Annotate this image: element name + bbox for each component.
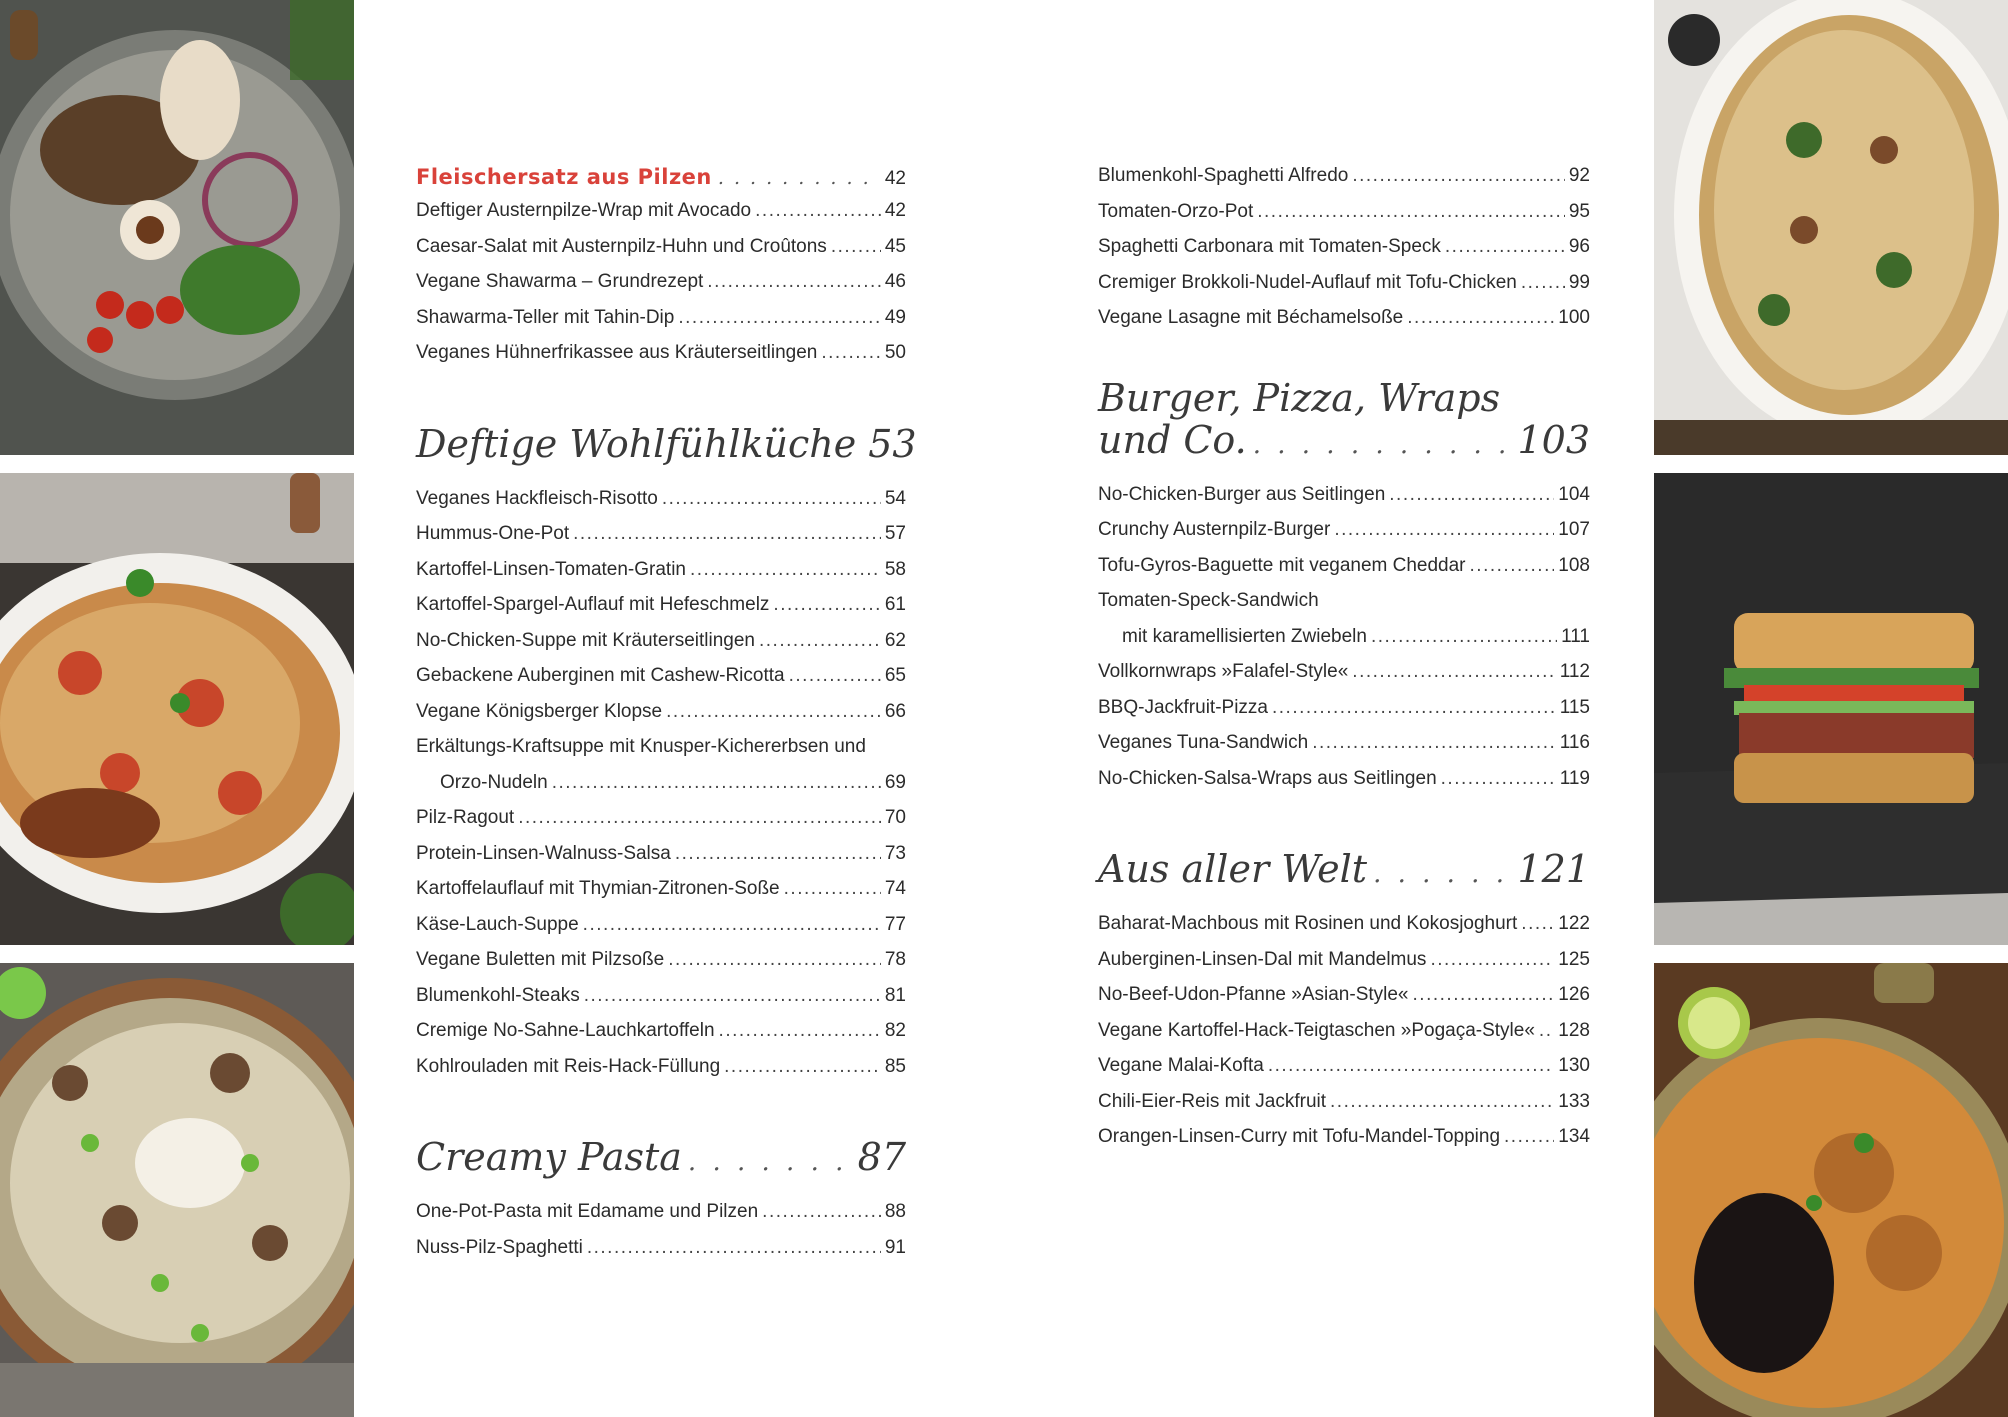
section-entries-fleischersatz xyxy=(416,200,906,378)
section-page-number: 42 xyxy=(884,168,906,189)
toc-entry[interactable]: Nuss-Pilz-Spaghetti ..... 91 xyxy=(416,1237,906,1273)
toc-entry[interactable]: Vegane Lasagne mit Béchamelsoße ..... 100 xyxy=(1098,307,1590,343)
toc-entry[interactable]: Vegane Buletten mit Pilzsoße ..... 78 xyxy=(416,949,906,985)
section-title-text: Creamy Pasta xyxy=(416,1135,682,1179)
toc-entry[interactable]: Vegane Malai-Kofta ..... 130 xyxy=(1098,1055,1590,1091)
photo-broccoli-casserole xyxy=(1654,0,2008,455)
toc-entry[interactable]: Cremige No-Sahne-Lauchkartoffeln ..... 82 xyxy=(416,1020,906,1056)
toc-entry[interactable]: No-Chicken-Salsa-Wraps aus Seitlingen ..... 119 xyxy=(1098,768,1590,804)
photo-curry xyxy=(1654,963,2008,1417)
toc-entry[interactable]: Veganes Hühnerfrikassee aus Kräuterseitlingen ..... 50 xyxy=(416,342,906,378)
toc-entry[interactable]: BBQ-Jackfruit-Pizza ..... 115 xyxy=(1098,697,1590,733)
toc-entry[interactable]: Hummus-One-Pot ..... 57 xyxy=(416,523,906,559)
section-title-text: Aus aller Welt xyxy=(1098,847,1368,891)
section-entries-burger-pizza-wraps xyxy=(1098,484,1590,804)
photo-mushroom-pasta xyxy=(0,963,354,1417)
toc-entry[interactable]: Kartoffel-Spargel-Auflauf mit Hefeschmelz ..... 61 xyxy=(416,594,906,630)
section-title-fleischersatz[interactable] xyxy=(416,165,906,200)
toc-entry[interactable]: Veganes Hackfleisch-Risotto ..... 54 xyxy=(416,488,906,524)
toc-entry[interactable]: Baharat-Machbous mit Rosinen und Kokosjoghurt ..... 122 xyxy=(1098,913,1590,949)
toc-entry[interactable]: mit karamellisierten Zwiebeln ..... 111 xyxy=(1098,626,1590,662)
toc-entry[interactable]: Gebackene Auberginen mit Cashew-Ricotta ..... 65 xyxy=(416,665,906,701)
toc-entry[interactable]: No-Beef-Udon-Pfanne »Asian-Style« ..... 126 xyxy=(1098,984,1590,1020)
toc-entry[interactable]: Kohlrouladen mit Reis-Hack-Füllung ..... 85 xyxy=(416,1056,906,1092)
toc-entry[interactable]: Caesar-Salat mit Austernpilz-Huhn und Croûtons ..... 45 xyxy=(416,236,906,272)
toc-left-column xyxy=(416,165,917,1272)
toc-entry[interactable]: Chili-Eier-Reis mit Jackfruit ..... 133 xyxy=(1098,1091,1590,1127)
toc-entry[interactable]: Pilz-Ragout ..... 70 xyxy=(416,807,906,843)
section-title-text: Burger, Pizza, Wraps xyxy=(1098,375,1501,420)
section-entries-deftige-wohlfuehlkueche xyxy=(416,488,906,1092)
toc-entry[interactable]: Orangen-Linsen-Curry mit Tofu-Mandel-Topping ..... 134 xyxy=(1098,1126,1590,1162)
toc-entry[interactable]: Cremiger Brokkoli-Nudel-Auflauf mit Tofu-Chicken ..... 99 xyxy=(1098,272,1590,308)
section-entries-creamy-pasta xyxy=(416,1201,906,1272)
toc-entry[interactable]: One-Pot-Pasta mit Edamame und Pilzen ..... 88 xyxy=(416,1201,906,1237)
toc-entry[interactable]: Blumenkohl-Spaghetti Alfredo ..... 92 xyxy=(1098,165,1590,201)
section-title-text: Fleischersatz aus Pilzen xyxy=(416,165,712,189)
photo-sandwich xyxy=(1654,473,2008,945)
toc-right-column xyxy=(1098,165,1590,1162)
toc-entry[interactable]: Vegane Kartoffel-Hack-Teigtaschen »Pogaça-Style« ..... 128 xyxy=(1098,1020,1590,1056)
section-title-text-line2: und Co. xyxy=(1098,417,1247,462)
toc-entry[interactable]: Crunchy Austernpilz-Burger ..... 107 xyxy=(1098,519,1590,555)
toc-entry[interactable]: Shawarma-Teller mit Tahin-Dip ..... 49 xyxy=(416,307,906,343)
toc-entry[interactable]: Vegane Shawarma – Grundrezept ..... 46 xyxy=(416,271,906,307)
section-page-number: 87 xyxy=(857,1135,906,1179)
toc-entry[interactable]: Käse-Lauch-Suppe ..... 77 xyxy=(416,914,906,950)
section-page-number: 103 xyxy=(1517,417,1590,462)
toc-entry[interactable]: Vollkornwraps »Falafel-Style« ..... 112 xyxy=(1098,661,1590,697)
section-title-burger-pizza-wraps[interactable] xyxy=(1098,377,1590,466)
toc-entry[interactable]: No-Chicken-Suppe mit Kräuterseitlingen ..... 62 xyxy=(416,630,906,666)
toc-entry[interactable]: Protein-Linsen-Walnuss-Salsa ..... 73 xyxy=(416,843,906,879)
toc-entry[interactable]: Deftiger Austernpilze-Wrap mit Avocado ..... 42 xyxy=(416,200,906,236)
toc-entry[interactable]: Tomaten-Orzo-Pot ..... 95 xyxy=(1098,201,1590,237)
toc-entry[interactable]: Spaghetti Carbonara mit Tomaten-Speck ..... 96 xyxy=(1098,236,1590,272)
section-entries-aus-aller-welt xyxy=(1098,913,1590,1162)
toc-entry[interactable]: Erkältungs-Kraftsuppe mit Knusper-Kichererbsen und xyxy=(416,736,866,757)
section-page-number: 53 xyxy=(868,421,917,466)
toc-entry[interactable]: Kartoffel-Linsen-Tomaten-Gratin ..... 58 xyxy=(416,559,906,595)
photo-tomato-gratin xyxy=(0,473,354,945)
toc-entry[interactable]: Tomaten-Speck-Sandwich xyxy=(1098,590,1319,611)
section-title-text: Deftige Wohlfühlküche xyxy=(416,421,857,466)
toc-entry[interactable]: Vegane Königsberger Klopse ..... 66 xyxy=(416,701,906,737)
toc-entry[interactable]: Blumenkohl-Steaks ..... 81 xyxy=(416,985,906,1021)
section-title-creamy-pasta[interactable] xyxy=(416,1135,906,1179)
photo-shawarma-plate xyxy=(0,0,354,455)
toc-entry[interactable]: Orzo-Nudeln ..... 69 xyxy=(416,772,906,808)
section-title-aus-aller-welt[interactable] xyxy=(1098,847,1590,891)
toc-entry[interactable]: Auberginen-Linsen-Dal mit Mandelmus ..... 125 xyxy=(1098,949,1590,985)
toc-entry[interactable]: Kartoffelauflauf mit Thymian-Zitronen-Soße ..... 74 xyxy=(416,878,906,914)
section-title-deftige-wohlfuehlkueche[interactable] xyxy=(416,421,917,466)
continued-entries-creamy-pasta xyxy=(1098,165,1590,343)
toc-entry[interactable]: Tofu-Gyros-Baguette mit veganem Cheddar ..... 108 xyxy=(1098,555,1590,591)
section-page-number: 121 xyxy=(1517,847,1590,891)
toc-entry[interactable]: No-Chicken-Burger aus Seitlingen ..... 104 xyxy=(1098,484,1590,520)
toc-entry[interactable]: Veganes Tuna-Sandwich ..... 116 xyxy=(1098,732,1590,768)
